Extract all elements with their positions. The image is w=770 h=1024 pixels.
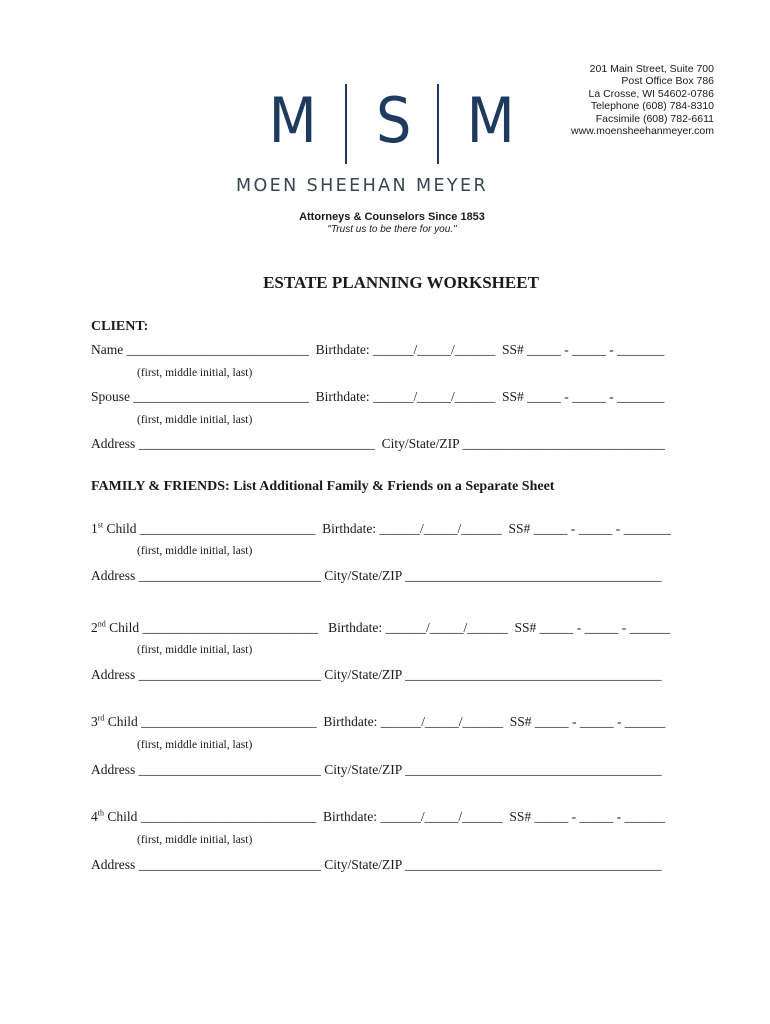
website-line: www.moensheehanmeyer.com	[571, 125, 714, 138]
child-row[interactable]	[91, 809, 665, 825]
child-fields: Child __________________________ Birthdate: ______/_____/______ SS# _____ - _____ - ______	[103, 809, 665, 824]
child-fields: Child __________________________ Birthdate: ______/_____/______ SS# _____ - _____ - ______	[105, 620, 671, 635]
child-number: 3	[91, 714, 98, 729]
child-address-row[interactable]: Address ___________________________ City/State/ZIP ______________________________________	[91, 762, 662, 777]
child-name-hint: (first, middle initial, last)	[137, 834, 253, 846]
address-line: Post Office Box 786	[621, 75, 714, 88]
logo-divider	[437, 84, 439, 164]
child-row[interactable]	[91, 620, 670, 636]
telephone-line: Telephone (608) 784-8310	[590, 100, 714, 113]
ordinal-suffix: th	[97, 808, 104, 818]
logo-letter-s: S	[375, 84, 412, 157]
facsimile-line: Facsimile (608) 782-6611	[595, 112, 714, 125]
motto: "Trust us to be there for you."	[327, 224, 457, 235]
child-address-row[interactable]: Address ___________________________ City/State/ZIP ______________________________________	[91, 667, 662, 682]
client-address-row[interactable]: Address ___________________________________ City/State/ZIP ______________________________	[91, 436, 665, 451]
tagline: Attorneys & Counselors Since 1853	[299, 211, 485, 223]
child-number: 4	[91, 809, 98, 824]
address-line: 201 Main Street, Suite 700	[589, 63, 714, 75]
logo-letter-m2: M	[466, 84, 515, 157]
firm-name: MOEN SHEEHAN MEYER	[236, 176, 489, 196]
ordinal-suffix: nd	[97, 619, 106, 629]
child-number: 1	[91, 521, 98, 536]
child-fields: Child __________________________ Birthdate: ______/_____/______ SS# _____ - _____ - _______	[103, 521, 671, 536]
client-name-hint: (first, middle initial, last)	[137, 367, 253, 379]
child-fields: Child __________________________ Birthdate: ______/_____/______ SS# _____ - _____ - ______	[104, 714, 666, 729]
child-row[interactable]	[91, 714, 665, 730]
family-heading: FAMILY & FRIENDS: List Additional Family & Friends on a Separate Sheet	[91, 479, 555, 494]
spouse-name-row[interactable]: Spouse __________________________ Birthdate: ______/_____/______ SS# _____ - _____ - _______	[91, 389, 665, 404]
child-address-row[interactable]: Address ___________________________ City/State/ZIP ______________________________________	[91, 568, 662, 583]
ordinal-suffix: st	[97, 520, 104, 530]
spouse-name-hint: (first, middle initial, last)	[137, 414, 253, 426]
child-name-hint: (first, middle initial, last)	[137, 644, 253, 656]
address-line: La Crosse, WI 54602-0786	[588, 87, 714, 100]
page-title: ESTATE PLANNING WORKSHEET	[263, 273, 539, 292]
logo-divider	[345, 84, 347, 164]
child-address-row[interactable]: Address ___________________________ City/State/ZIP ______________________________________	[91, 857, 662, 872]
child-name-hint: (first, middle initial, last)	[137, 545, 253, 557]
client-heading: CLIENT:	[91, 319, 149, 334]
firm-address-block	[571, 63, 714, 137]
child-row[interactable]	[91, 521, 671, 537]
client-name-row[interactable]: Name ___________________________ Birthdate: ______/_____/______ SS# _____ - _____ - _______	[91, 342, 665, 357]
child-name-hint: (first, middle initial, last)	[137, 739, 253, 751]
child-number: 2	[91, 620, 98, 635]
logo-letter-m1: M	[268, 84, 317, 157]
ordinal-suffix: rd	[97, 713, 105, 723]
